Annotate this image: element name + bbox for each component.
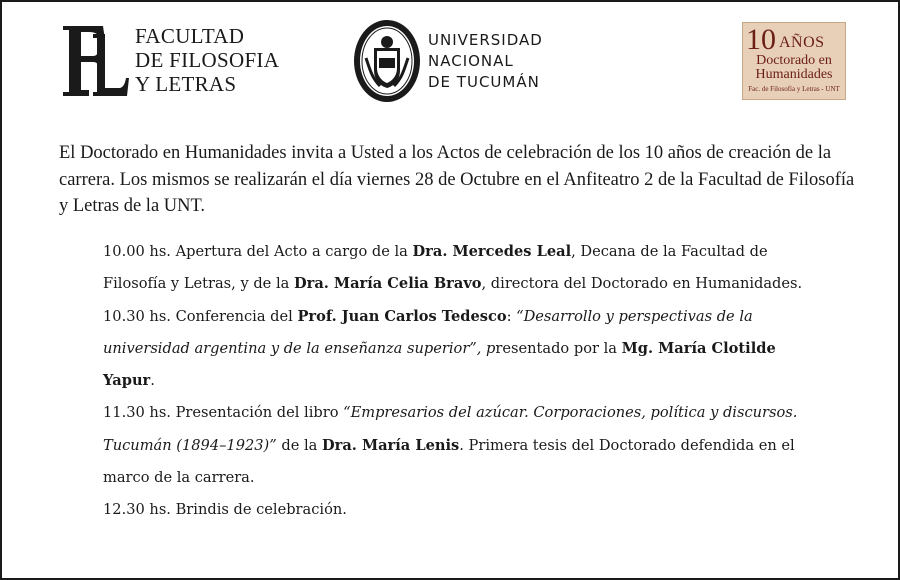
book-title: “Empresarios del azúcar. Corporaciones, política y discursos. Tucumán (1894–1923)” — [103, 404, 798, 454]
schedule-item-text: . Primera tesis del Doctorado defendida en el marco de la carrera. — [103, 436, 795, 487]
university-name-line2: NACIONAL — [428, 52, 514, 70]
faculty-name-line3: Y LETRAS — [135, 72, 237, 96]
speaker-name: Dra. María Lenis — [321, 436, 460, 454]
schedule-item-text: , directora del Doctorado en Humanidades. — [481, 275, 803, 293]
speaker-name: Dra. Mercedes Leal — [412, 243, 572, 260]
university-name-line1: UNIVERSIDAD — [428, 31, 543, 49]
university-name — [428, 30, 588, 93]
speaker-name: Mg. María Clotilde Yapur — [103, 339, 776, 390]
schedule-list — [103, 236, 823, 527]
faculty-name-line1: FACULTAD — [135, 24, 245, 48]
anniversary-number: 10 — [746, 23, 776, 56]
speaker-name: Prof. Juan Carlos Tedesco — [297, 307, 507, 325]
schedule-item-text: 11.30 hs. Presentación del libro — [103, 404, 344, 422]
schedule-item — [103, 397, 823, 494]
schedule-item — [103, 301, 823, 398]
speaker-name: Dra. María Celia Bravo — [293, 275, 482, 293]
anniversary-line1: Doctorado en — [756, 53, 832, 68]
intro-paragraph: El Doctorado en Humanidades invita a Usted a los Actos de celebración de los 10 años de creación de la carrera. Los mismos se realizarán el día viernes 28 de Octubre en el Anfiteatro 2 de la Facultad de Filosofía y Letras de la UNT. — [59, 143, 855, 216]
faculty-name-line2: DE FILOSOFIA — [135, 48, 280, 72]
university-seal-icon — [352, 18, 422, 104]
schedule-item — [103, 494, 823, 526]
university-name-line3: DE TUCUMÁN — [428, 73, 540, 91]
schedule-item-text: , Decana de la Facultad de Filosofía y Letras, y de la — [103, 243, 768, 293]
schedule-item-text: resentado por la — [495, 339, 622, 357]
anniversary-line3: Fac. de Filosofía y Letras - UNT — [748, 85, 840, 93]
anniversary-years-word: AÑOS — [779, 34, 825, 51]
schedule-item-text: 10.00 hs. Apertura del Acto a cargo de la — [103, 243, 413, 260]
faculty-monogram-icon — [57, 22, 129, 100]
schedule-item-text: : — [506, 307, 517, 325]
anniversary-badge — [742, 22, 846, 100]
schedule-item-text: . — [150, 372, 155, 390]
conference-title: “Desarrollo y perspectivas de la universidad argentina y de la enseñanza superior”, p — [103, 307, 753, 357]
schedule-item-text: 12.30 hs. Brindis de celebración. — [103, 501, 347, 519]
schedule-item-text: de la — [276, 436, 322, 454]
schedule-item — [103, 236, 823, 301]
schedule-item-text: 10.30 hs. Conferencia del — [103, 307, 298, 325]
anniversary-line2: Humanidades — [755, 67, 833, 82]
faculty-name — [135, 24, 295, 96]
